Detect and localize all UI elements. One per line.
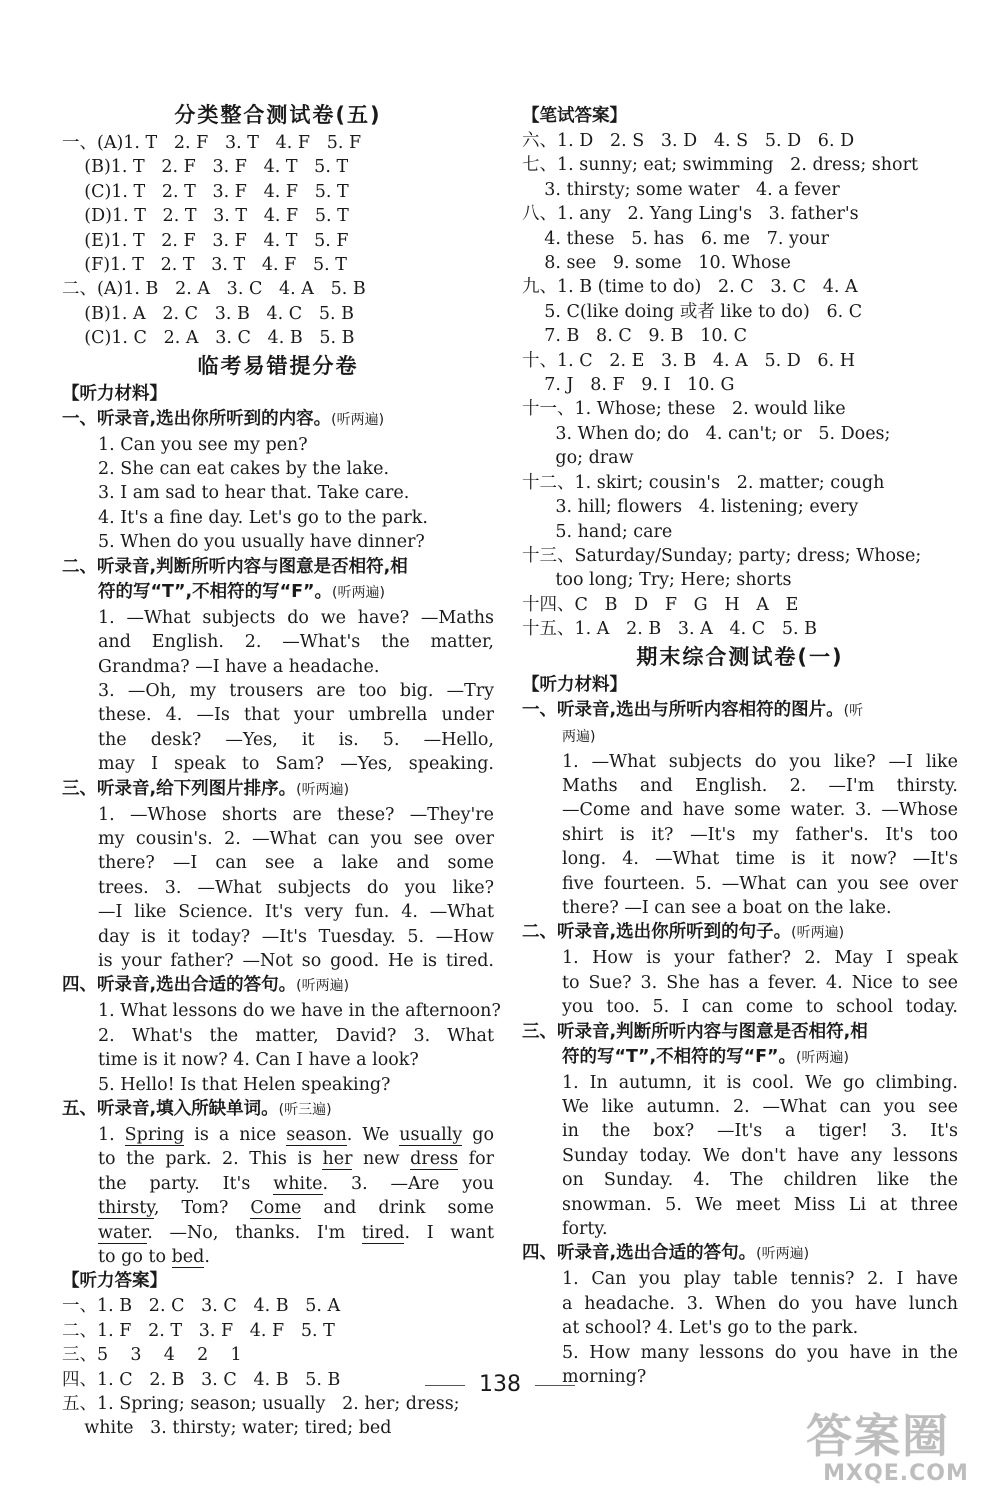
- text-line: snowman. 5. We meet Miss Li at three: [562, 1194, 958, 1215]
- text-line: my cousin's. 2. —What can you see over: [98, 828, 494, 849]
- text-line: time is it now? 4. Can I have a look?: [98, 1050, 419, 1071]
- question-heading: 一、听录音,选出你所听到的内容。(听两遍): [62, 408, 385, 429]
- text-line: to Sue? 3. She has a fever. 4. Nice to see: [562, 972, 958, 993]
- answer-line: 7. J 8. F 9. I 10. G: [522, 375, 735, 396]
- answer-line: (B)1. T 2. F 3. F 4. T 5. T: [62, 157, 349, 178]
- text-line: morning?: [562, 1367, 647, 1388]
- answer-line: 3. thirsty; some water 4. a fever: [522, 179, 840, 200]
- answer-line: 3. hill; flowers 4. listening; every: [522, 497, 859, 518]
- fill-line: water. —No, thanks. I'm tired. I want: [98, 1222, 494, 1243]
- question-heading: 符的写“T”,不相符的写“F”。(听两遍): [562, 1046, 849, 1067]
- answer-line: 5. C(like doing 或者 like to do) 6. C: [522, 301, 863, 322]
- subsection-header: 【听力材料】: [62, 383, 167, 404]
- answer-line: 八、1. any 2. Yang Ling's 3. father's: [522, 204, 859, 225]
- fill-line: 1. Spring is a nice season. We usually go: [98, 1125, 494, 1145]
- question-heading: 三、听录音,判断所听内容与图意是否相符,相: [522, 1021, 868, 1042]
- fill-line: the party. It's white. 3. —Are you: [98, 1173, 494, 1194]
- text-line: there? —I can see a lake and some: [98, 853, 494, 874]
- text-line: forty.: [562, 1219, 608, 1240]
- answer-line: 二、(A)1. B 2. A 3. C 4. A 5. B: [62, 279, 366, 300]
- text-line: 1. —What subjects do you like? —I like: [562, 751, 958, 772]
- filled-blank: bed: [171, 1247, 205, 1268]
- text-line: at school? 4. Let's go to the park.: [562, 1318, 859, 1339]
- text-line: these. 4. —Is that your umbrella under: [98, 705, 494, 726]
- answer-line: 四、1. C 2. B 3. C 4. B 5. B: [62, 1369, 341, 1390]
- text-line: is your father? —Not so good. He is tired.: [98, 950, 494, 971]
- text-line: 1. What lessons do we have in the afternoon?: [98, 1001, 501, 1022]
- answer-line: 十五、1. A 2. B 3. A 4. C 5. B: [522, 619, 817, 640]
- text-line: 5. When do you usually have dinner?: [98, 532, 425, 553]
- answer-line: white 3. thirsty; water; tired; bed: [62, 1418, 392, 1439]
- text-line: may I speak to Sam? —Yes, speaking.: [98, 754, 494, 775]
- text-line: —I like Science. It's very fun. 4. —What: [98, 902, 494, 923]
- right-column: [522, 104, 958, 1389]
- subsection-header: 【笔试答案】: [522, 106, 627, 126]
- page-number: 138: [0, 1372, 1000, 1397]
- text-line: 5. Hello! Is that Helen speaking?: [98, 1074, 391, 1095]
- filled-blank: Spring: [124, 1125, 185, 1145]
- text-line: 1. In autumn, it is cool. We go climbing.: [562, 1072, 958, 1093]
- text-line: 3. I am sad to hear that. Take care.: [98, 483, 410, 504]
- question-heading: 两遍): [562, 728, 596, 745]
- text-line: 1. How is your father? 2. May I speak: [562, 948, 958, 969]
- text-line: We like autumn. 2. —What can you see: [562, 1097, 958, 1117]
- filled-blank: thirsty: [98, 1198, 154, 1219]
- section-title: 期末综合测试卷(一): [636, 644, 844, 669]
- answer-line: 一、1. B 2. C 3. C 4. B 5. A: [62, 1296, 341, 1317]
- answer-line: (F)1. T 2. T 3. T 4. F 5. T: [62, 255, 347, 276]
- question-heading: 四、听录音,选出合适的答句。(听两遍): [522, 1243, 810, 1264]
- fill-line: to go to bed.: [98, 1247, 210, 1268]
- question-heading: 五、听录音,填入所缺单词。(听三遍): [62, 1099, 332, 1119]
- answer-line: 三、5 3 4 2 1: [62, 1345, 242, 1366]
- question-heading: 二、听录音,判断所听内容与图意是否相符,相: [62, 556, 408, 577]
- fill-line: thirsty, Tom? Come and drink some: [98, 1198, 494, 1219]
- answer-line: 六、1. D 2. S 3. D 4. S 5. D 6. D: [522, 131, 855, 151]
- text-line: long. 4. —What time is it now? —It's: [562, 849, 958, 870]
- answer-line: 3. When do; do 4. can't; or 5. Does;: [522, 423, 891, 444]
- text-line: 1. —Whose shorts are these? —They're: [98, 804, 494, 825]
- text-line: Maths and English. 2. —I'm thirsty.: [562, 775, 958, 796]
- answer-line: 4. these 5. has 6. me 7. your: [522, 228, 830, 249]
- answer-line: 一、(A)1. T 2. F 3. T 4. F 5. F: [62, 133, 362, 153]
- filled-blank: her: [322, 1149, 353, 1170]
- answer-line: 8. see 9. some 10. Whose: [522, 253, 791, 274]
- filled-blank: usually: [399, 1125, 463, 1145]
- answer-line: 5. hand; care: [522, 521, 673, 542]
- answer-line: (C)1. T 2. T 3. F 4. F 5. T: [62, 181, 349, 202]
- filled-blank: white: [273, 1173, 323, 1194]
- question-heading: 四、听录音,选出合适的答句。(听两遍): [62, 975, 350, 996]
- filled-blank: dress: [410, 1149, 459, 1170]
- answer-line: 二、1. F 2. T 3. F 4. F 5. T: [62, 1320, 335, 1341]
- question-heading: 三、听录音,给下列图片排序。(听两遍): [62, 778, 350, 799]
- text-line: on Sunday. 4. The children like the: [562, 1170, 958, 1191]
- text-line: and English. 2. —What's the matter,: [98, 632, 494, 653]
- answer-line: go; draw: [522, 448, 634, 469]
- watermark-logo: 答案圈 MXQE.COM: [806, 1409, 969, 1486]
- text-line: there? —I can see a boat on the lake.: [562, 897, 892, 918]
- text-line: five fourteen. 5. —What can you see over: [562, 873, 958, 894]
- answer-line: 十四、C B D F G H A E: [522, 594, 799, 615]
- answer-line: 十一、1. Whose; these 2. would like: [522, 399, 846, 420]
- answer-line: 十三、Saturday/Sunday; party; dress; Whose;: [522, 545, 922, 566]
- text-line: trees. 3. —What subjects do you like?: [98, 877, 494, 898]
- fill-line: to the park. 2. This is her new dress for: [98, 1149, 494, 1170]
- text-line: 3. —Oh, my trousers are too big. —Try: [98, 680, 494, 701]
- divider: [425, 1385, 465, 1386]
- text-line: 4. It's a fine day. Let's go to the park.: [98, 507, 428, 528]
- answer-line: (B)1. A 2. C 3. B 4. C 5. B: [62, 303, 354, 324]
- text-line: 2. What's the matter, David? 3. What: [98, 1025, 494, 1046]
- divider: [535, 1385, 575, 1386]
- answer-line: (C)1. C 2. A 3. C 4. B 5. B: [62, 328, 355, 349]
- answer-line: 十二、1. skirt; cousin's 2. matter; cough: [522, 472, 885, 493]
- question-heading: 符的写“T”,不相符的写“F”。(听两遍): [98, 581, 385, 602]
- text-line: 2. She can eat cakes by the lake.: [98, 459, 390, 480]
- text-line: you too. 5. I can come to school today.: [562, 997, 958, 1018]
- subsection-header: 【听力材料】: [522, 674, 627, 695]
- text-line: the desk? —Yes, it is. 5. —Hello,: [98, 729, 494, 750]
- text-line: 1. Can you play table tennis? 2. I have: [562, 1269, 958, 1290]
- question-heading: 二、听录音,选出你所听到的句子。(听两遍): [522, 922, 845, 943]
- section-title: 分类整合测试卷(五): [174, 103, 382, 127]
- question-heading: 一、听录音,选出与所听内容相符的图片。(听: [522, 699, 864, 720]
- answer-line: 十、1. C 2. E 3. B 4. A 5. D 6. H: [522, 350, 855, 371]
- text-line: day is it today? —It's Tuesday. 5. —How: [98, 926, 494, 947]
- answer-line: 7. B 8. C 9. B 10. C: [522, 326, 747, 347]
- filled-blank: Come: [250, 1198, 302, 1219]
- answer-line: too long; Try; Here; shorts: [522, 570, 792, 591]
- answer-line: 九、1. B (time to do) 2. C 3. C 4. A: [522, 277, 858, 298]
- answer-line: 五、1. Spring; season; usually 2. her; dress;: [62, 1394, 460, 1415]
- text-line: 5. How many lessons do you have in the: [562, 1342, 958, 1363]
- filled-blank: tired: [361, 1222, 405, 1243]
- subsection-header: 【听力答案】: [62, 1271, 167, 1292]
- text-line: Sunday today. We don't have any lessons: [562, 1145, 958, 1166]
- text-line: Grandma? —I have a headache.: [98, 656, 380, 677]
- filled-blank: season: [286, 1125, 347, 1145]
- text-line: 1. —What subjects do we have? —Maths: [98, 607, 494, 628]
- answer-line: 七、1. sunny; eat; swimming 2. dress; short: [522, 155, 918, 176]
- answer-line: (E)1. T 2. F 3. F 4. T 5. F: [62, 230, 349, 251]
- text-line: 1. Can you see my pen?: [98, 434, 308, 455]
- text-line: a headache. 3. When do you have lunch: [562, 1293, 958, 1314]
- section-title: 临考易错提分卷: [197, 353, 359, 378]
- answer-line: (D)1. T 2. T 3. T 4. F 5. T: [62, 206, 349, 227]
- text-line: —Come and have some water. 3. —Whose: [562, 800, 958, 821]
- text-line: shirt is it? —It's my father's. It's too: [562, 824, 958, 845]
- filled-blank: water: [98, 1222, 148, 1243]
- text-line: in the box? —It's a tiger! 3. It's: [562, 1121, 958, 1142]
